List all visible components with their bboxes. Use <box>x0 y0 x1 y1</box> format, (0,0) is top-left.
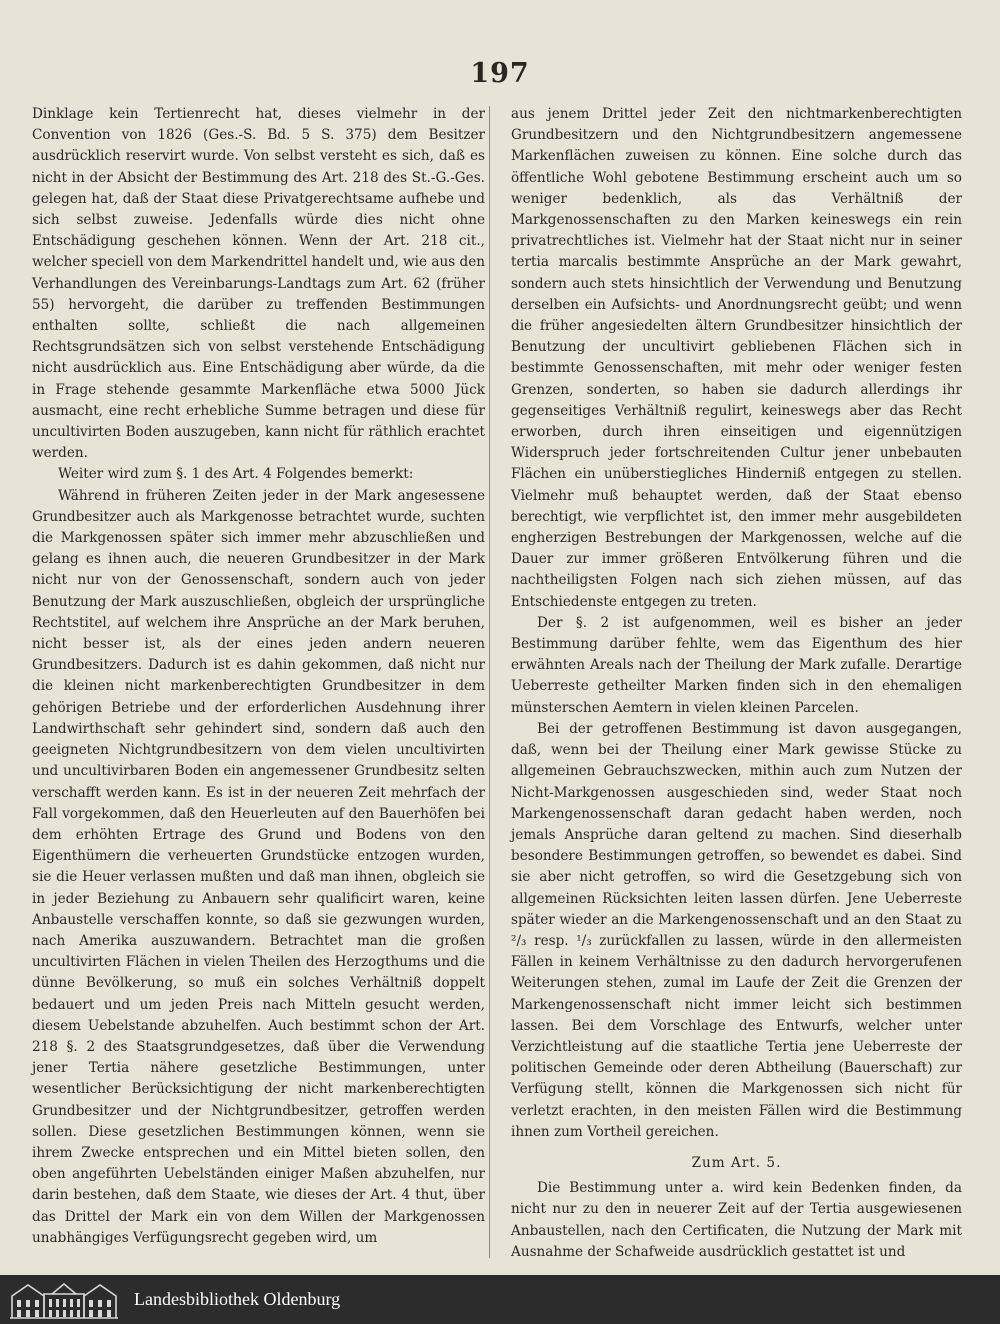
right-paragraph-2: Der §. 2 ist aufgenommen, weil es bisher an jeder Bestimmung darüber fehlte, wem das Eigenthum des hier erwähnten Areals nach der Theilung der Mark zufalle. Derartige Ueberreste getheilter Marken finden sich in den ehemaligen münsterschen Aemtern in vielen kleinen Parcelen. <box>511 614 962 716</box>
left-paragraph-2: Weiter wird zum §. 1 des Art. 4 Folgendes bemerkt: <box>58 466 414 483</box>
column-divider <box>489 106 490 1258</box>
left-paragraph-1: Dinklage kein Tertienrecht hat, dieses vielmehr in der Convention von 1826 (Ges.-S. Bd. 5 S. 375) dem Besitzer ausdrücklich reservirt wurde. Von selbst versteht es sich, daß es nicht in der Absicht der Bestimmung des Art. 218 des St.-G.-Ges. gelegen hat, daß der Staat diese Privatgerechtsame aufhebe und sich selbst zuweise. Jedenfalls würde dies nicht ohne Entschädigung geschehen können. Wenn der Art. 218 cit., welcher speciell von dem Markendrittel handelt und, wie aus den Verhandlungen des Vereinbarungs-Landtags zum Art. 62 (früher 55) hervorgeht, die darüber zu treffenden Bestimmungen enthalten sollte, schließt die nach allgemeinen Rechtsgrundsätzen sich von selbst verstehende Entschädigung nicht ausdrücklich aus. Eine Entschädigung aber würde, da die in Frage stehende gesammte Markenfläche etwa 5000 Jück ausmacht, eine recht erhebliche Summe betragen und diese für uncultivirten Boden auszugeben, kann nicht für räthlich erachtet werden. <box>32 106 486 462</box>
left-column <box>32 104 485 1249</box>
section-heading: Zum Art. 5. <box>691 1154 782 1171</box>
right-paragraph-3: Bei der getroffenen Bestimmung ist davon ausgegangen, daß, wenn bei der Theilung einer Mark gewisse Stücke zu allgemeinen Gebrauchszwecken, mithin auch zum Nutzen der Nicht-Markgenossen ausgeschieden sind, weder Staat noch Markengenossenschaft daran gedacht haben werden, noch jemals Ansprüche daran geltend zu machen. Sind dieserhalb besondere Bestimmungen getroffen, so bewendet es dabei. Sind sie aber nicht getroffen, so wird die Gesetzgebung sich von allgemeinen Rücksichten leiten lassen dürfen. Jene Ueberreste später wieder an die Markengenossenschaft und an den Staat zu ²/₃ resp. ¹/₃ zurückfallen zu lassen, würde in den allermeisten Fällen in keinem Verhältnisse zu den dadurch hervorgerufenen Weiterungen stehen, zumal im Laufe der Zeit die Grenzen der Markengenossenschaft nicht immer leicht sich bestimmen lassen. Bei dem Vorschlage des Entwurfs, welcher unter Verzichtleistung auf die staatliche Tertia jene Ueberreste der politischen Gemeinde oder deren Abtheilung (Bauerschaft) zur Verfügung stellt, können die Markgenossen sich nicht für verletzt erachten, in den meisten Fällen wird die Bestimmung ihnen zum Vortheil gereichen. <box>511 720 962 1140</box>
left-paragraph-3: Während in früheren Zeiten jeder in der Mark angesessene Grundbesitzer auch als Markgenosse betrachtet wurde, suchten die Markgenossen später sich immer mehr abzuschließen und gelang es ihnen auch, die neueren Grundbesitzer in der Mark nicht nur von der Genossenschaft, sondern auch von jeder Benutzung der Mark auszuschließen, obgleich der ursprüngliche Rechtstitel, auf welchem ihre Ansprüche an der Mark beruhen, nicht besser ist, als der eines jeden andern neueren Grundbesitzers. Dadurch ist es dahin gekommen, daß nicht nur die kleinen nicht markenberechtigten Grundbesitzer in dem gehörigen Betriebe und der erforderlichen Ausdehnung ihrer Landwirthschaft sehr gehindert sind, sondern daß auch den geeigneten Nichtgrundbesitzern von dem vielen uncultivirten und uncultivirbaren Boden ein angemessener Grundbesitz selten verschafft werden kann. Es ist in der neueren Zeit mehrfach der Fall vorgekommen, daß den Heuerleuten auf den Bauerhöfen bei dem erhöhten Ertrage des Grund und Bodens von den Eigenthümern die verheuerten Grundstücke entzogen wurden, sie die Heuer verlassen mußten und daß man ihnen, obgleich sie in jeder Beziehung zu Anbauern sehr qualificirt waren, keine Anbaustelle verschaffen konnte, so daß sie gezwungen wurden, nach Amerika auszuwandern. Betrachtet man die großen uncultivirten Flächen in vielen Theilen des Herzogthums und die dünne Bevölkerung, so muß ein solches Verhältniß doppelt bedauert und um jeden Preis nach Mitteln gesucht werden, diesem Uebelstande abzuhelfen. Auch bestimmt schon der Art. 218 §. 2 des Staatsgrundgesetzes, daß über die Verwendung jener Tertia nähere gesetzliche Bestimmungen, unter wesentlicher Berücksichtigung der nicht markenberechtigten Grundbesitzer und der Nichtgrundbesitzer, getroffen werden sollen. Diese gesetzlichen Bestimmungen können, wenn sie ihrem Zwecke entsprechen und ein Mittel bieten sollen, den oben angeführten Uebelständen einiger Maßen abzuhelfen, nur darin bestehen, daß dem Staate, wie dieses der Art. 4 thut, über das Drittel der Mark ein von dem Willen der Markgenossen unabhängiges Verfügungsrecht gegeben wird, um <box>32 487 485 1246</box>
library-building-icon <box>8 1280 120 1320</box>
library-name[interactable]: Landesbibliothek Oldenburg <box>134 1289 341 1309</box>
page-number: 197 <box>470 58 530 89</box>
right-paragraph-1: aus jenem Drittel jeder Zeit den nichtmarkenberechtigten Grundbesitzern und den Nichtgrundbesitzern angemessene Markenflächen zuweisen zu können. Eine solche durch das öffentliche Wohl gebotene Bestimmung erscheint auch um so weniger bedenklich, als das Verhältniß der Markgenossenschaften zu den Marken keineswegs ein rein privatrechtliches ist. Vielmehr hat der Staat nicht nur in seiner tertia marcalis bestimmte Ansprüche an der Mark gewahrt, sondern auch stets hinsichtlich der Verwendung und Benutzung derselben ein Aufsichts- und Anordnungsrecht geübt; und wenn die früher angesiedelten ältern Grundbesitzer hinsichtlich der Benutzung der uncultivirt gebliebenen Flächen sich in bestimmte Genossenschaften, mit mehr oder weniger festen Grenzen, sonderten, so haben sie dadurch allerdings ihr gegenseitiges Verhältniß regulirt, keineswegs aber das Recht erworben, durch ihren einseitigen und eigennützigen Widerspruch jeder fortschreitenden Cultur jener unbebauten Flächen ein unüberstiegliches Hinderniß entgegen zu stellen. Vielmehr muß behauptet werden, daß der Staat ebenso berechtigt, wie verpflichtet ist, den immer mehr ausgebildeten engherzigen Bestrebungen der Markgenossen, welche auf die Dauer zur immer größeren Entvölkerung führen und die nachtheiligsten Folgen nach sich ziehen müssen, auf das Entschiedenste entgegen zu treten. <box>511 106 962 610</box>
footer-bar <box>0 1275 1000 1324</box>
right-paragraph-4: Die Bestimmung unter a. wird kein Bedenken finden, da nicht nur zu den in neuerer Zeit auf der Tertia ausgewiesenen Anbaustellen, nach den Certificaten, die Nutzung der Mark mit Ausnahme der Schafweide ausdrücklich gestattet ist und <box>511 1180 962 1260</box>
right-column <box>511 104 962 1263</box>
